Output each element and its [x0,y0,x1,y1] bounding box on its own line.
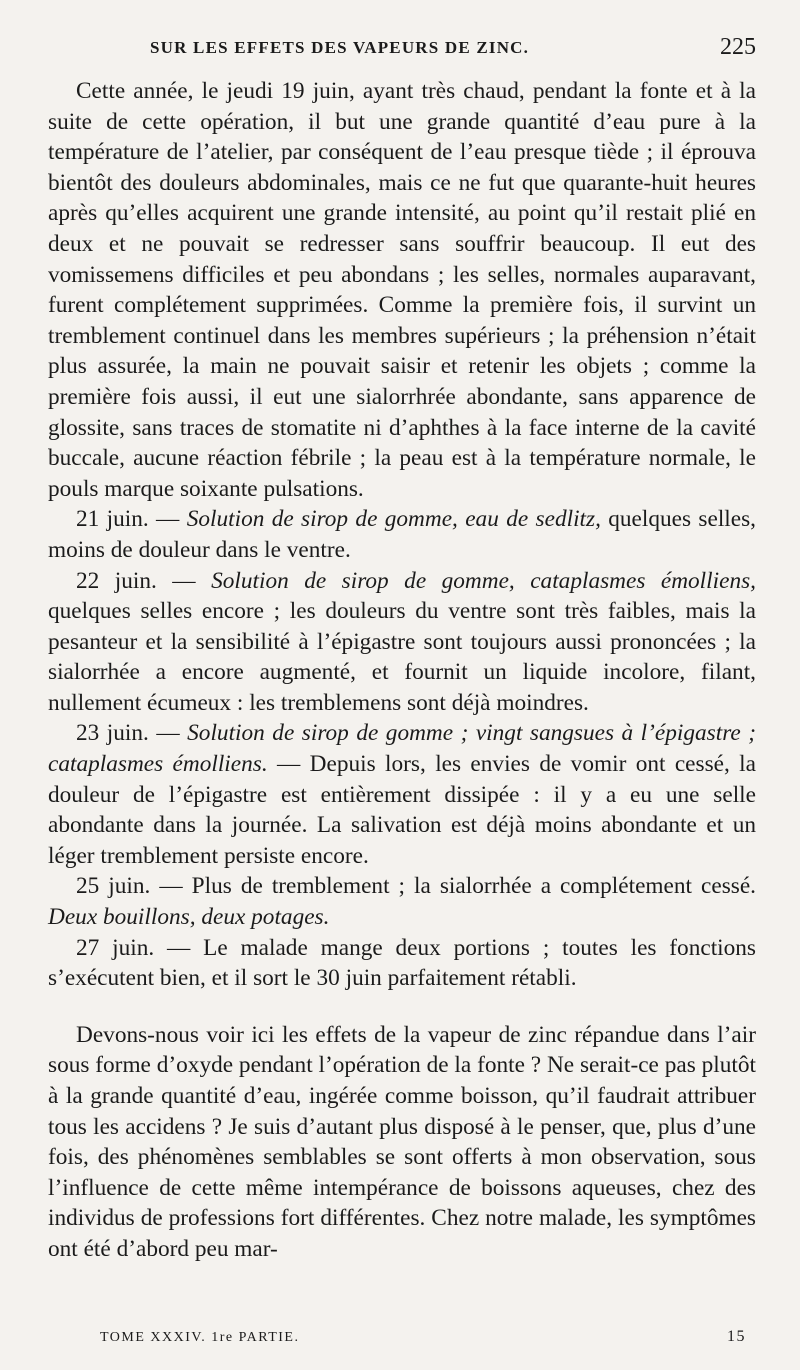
text-run: Devons-nous voir ici les effets de la vapeur de zinc répandue dans l’air sous forme d’oxyde pendant l’opération de la fonte ? Ne serait-ce pas plutôt à la grande quantité d’eau, ingérée comme boisson, qu’il faudrait attribuer tous les accidens ? Je suis d’autant plus disposé à le penser, que, plus d’une fois, des phénomènes semblables se sont offerts à mon observation, sous l’influence de cette même intempérance de boissons aqueuses, chez des individus de professions fort différentes. Chez notre malade, les symptômes ont été d’abord peu mar- [48,1021,756,1262]
italic-text: Solution de sirop de gomme, eau de sedlitz, [186,506,601,533]
running-title: SUR LES EFFETS DES VAPEURS DE ZINC. [150,38,530,57]
paragraph [48,566,756,719]
running-head [48,34,756,64]
page-number: 225 [720,34,756,60]
body-text [48,76,756,1265]
italic-text: Deux bouillons, deux potages. [48,904,330,931]
paragraph [48,871,756,932]
text-run: — Depuis lors, les envies de vomir ont cessé, la douleur de l’épigastre est entièrement dissipée : il y a eu une selle abondante dans la journée. La salivation est déjà moins abondante et un léger tremblement persiste encore. [48,751,756,869]
paragraph [48,76,756,504]
text-run: 23 juin. — [76,720,188,747]
text-run: 21 juin. — [76,506,187,533]
italic-text: Solution de sirop de gomme ; vingt sangsues à l’épigastre ; cataplasmes émolliens. [48,720,757,778]
text-run: 25 juin. — Plus de tremblement ; la sialorrhée a complétement cessé. [76,873,756,900]
italic-text: Solution de sirop de gomme, cataplasmes émolliens, [211,567,756,594]
text-run: 27 juin. — Le malade mange deux portions ; toutes les fonctions s’exécutent bien, et il sort le 30 juin parfaitement rétabli. [48,934,756,992]
paragraph [48,1020,756,1265]
paragraph [48,933,756,994]
paragraph [48,718,756,871]
signature-mark: 15 [727,1328,746,1345]
text-run: quelques selles encore ; les douleurs du ventre sont très faibles, mais la pesanteur et la sensibilité à l’épigastre sont toujours aussi prononcées ; la sialorrhée a encore augmenté, et fournit un liquide incolore, filant, nullement écumeux : les tremblemens sont déjà moindres. [48,598,756,716]
volume-note: TOME XXXIV. 1re PARTIE. [100,1330,300,1345]
text-run: Cette année, le jeudi 19 juin, ayant très chaud, pendant la fonte et à la suite de cette opération, il but une grande quantité d’eau pure à la température de l’atelier, par conséquent de l’eau presque tiède ; il éprouva bientôt des douleurs abdominales, mais ce ne fut que quarante-huit heures après qu’elles acquirent une grande intensité, au point qu’il restait plié en deux et ne pouvait se redresser sans souffrir beaucoup. Il eut des vomissemens difficiles et peu abondans ; les selles, normales auparavant, furent complétement supprimées. Comme la première fois, il survint un tremblement continuel dans les membres supérieurs ; la préhension n’était plus assurée, la main ne pouvait saisir et retenir les objets ; comme la première fois aussi, il eut une sialorrhrée abondante, sans apparence de glossite, sans traces de stomatite ni d’aphthes à la face interne de la cavité buccale, aucune réaction fébrile ; la peau est à la température normale, le pouls marque soixante pulsations. [48,78,756,502]
text-run: 22 juin. — [76,567,212,594]
paragraph [48,504,756,565]
text-run: quelques selles, moins de douleur dans le ventre. [48,506,756,563]
